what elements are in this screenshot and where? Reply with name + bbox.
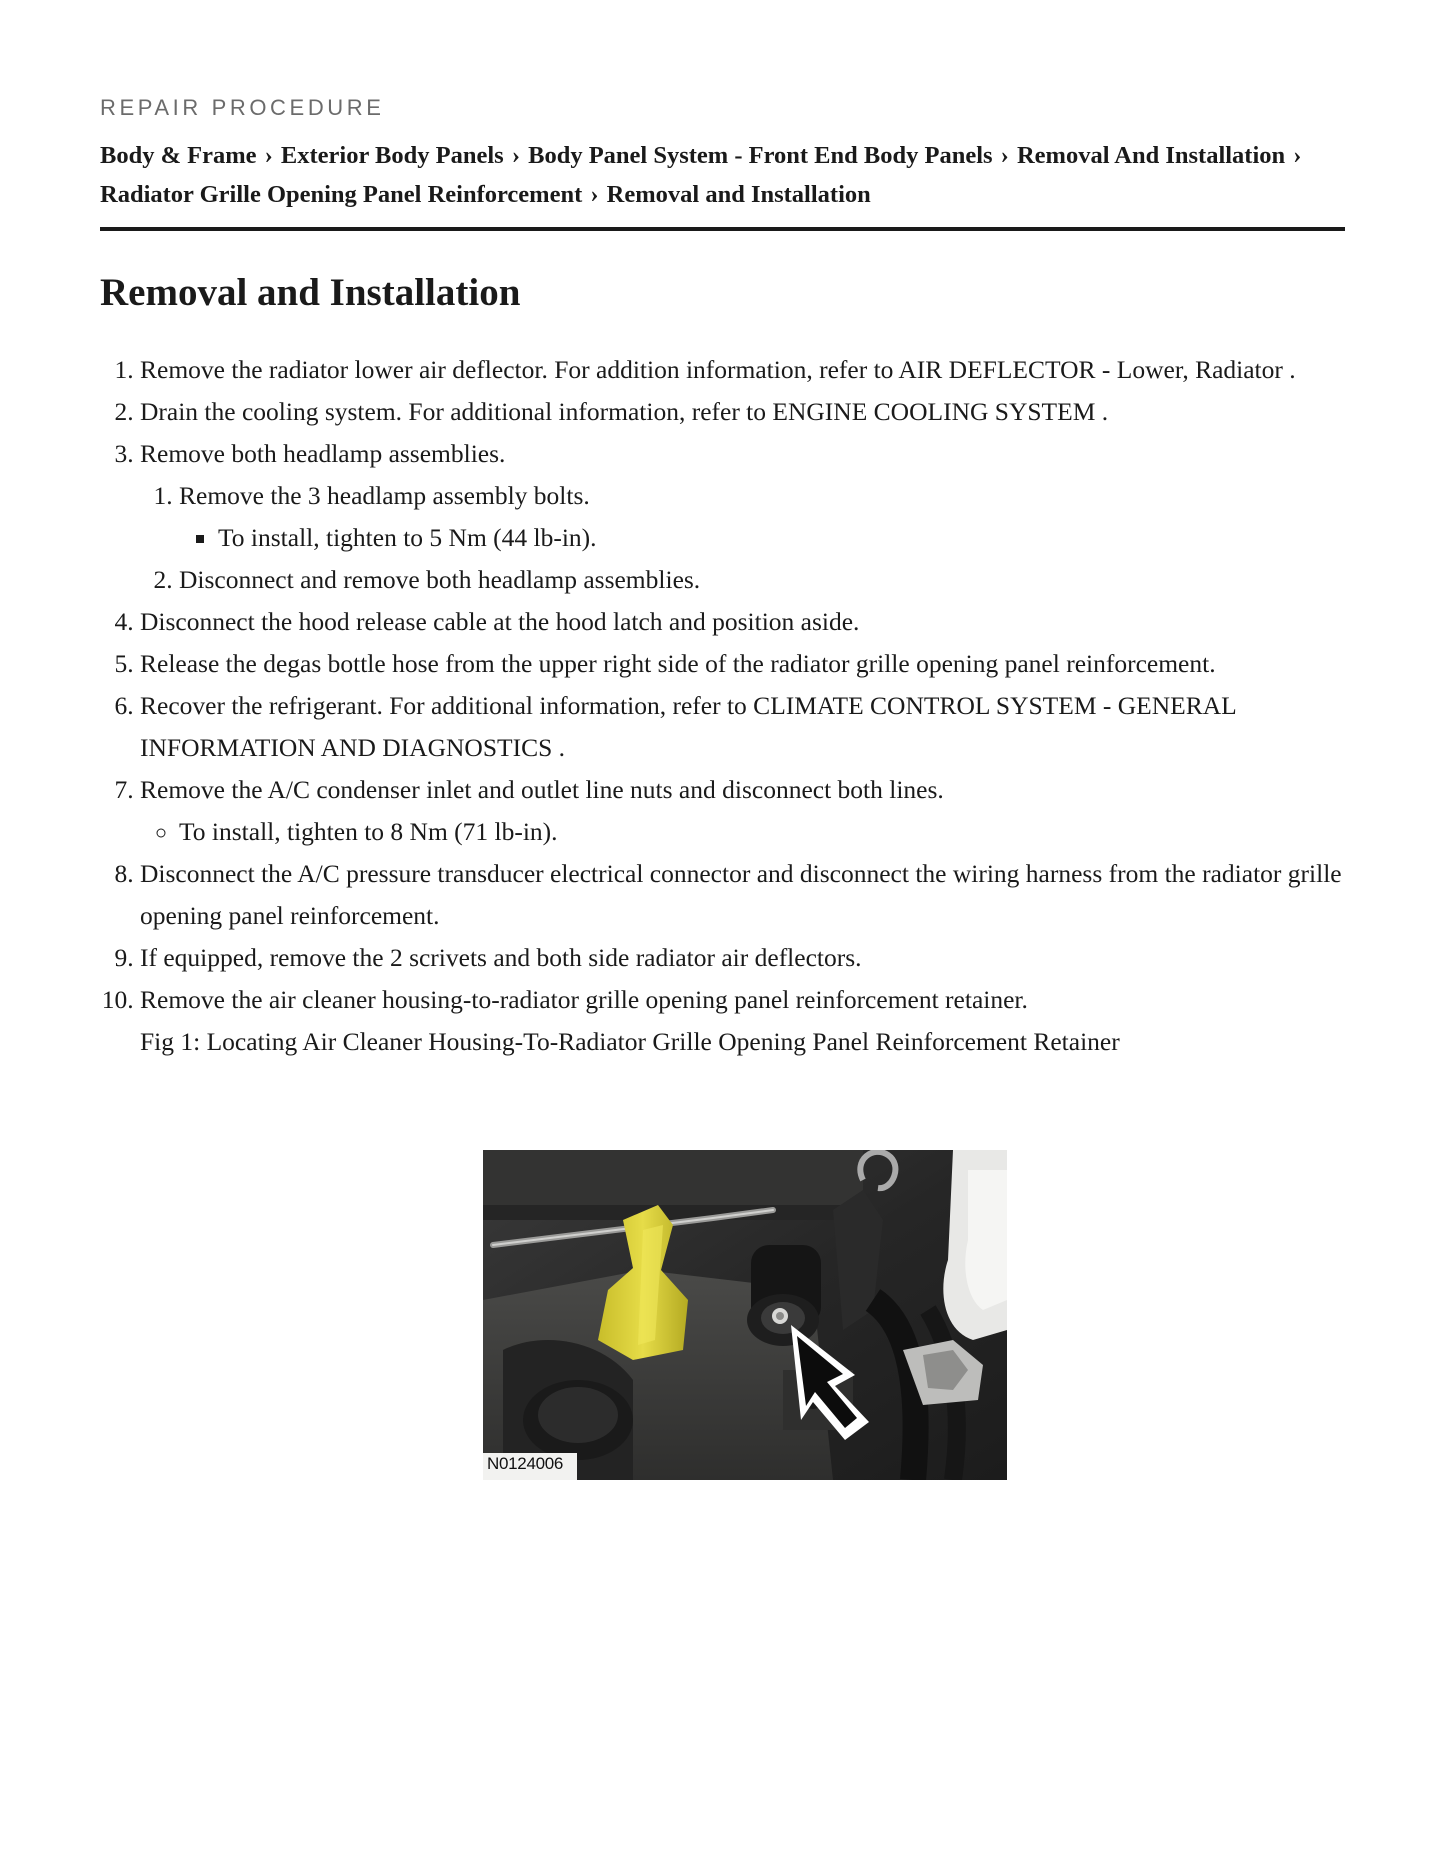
step-4 (140, 601, 1385, 643)
header-divider (100, 227, 1345, 231)
install-note: ▪ To install, tighten to 5 Nm (44 lb-in). (218, 517, 1385, 559)
step-text: Release the degas bottle hose from the upper right side of the radiator grille opening panel reinforcement. (140, 649, 1216, 678)
step-text: Remove the A/C condenser inlet and outlet line nuts and disconnect both lines. (140, 775, 944, 804)
step-text: Disconnect the hood release cable at the hood latch and position aside. (140, 607, 860, 636)
step-9 (140, 937, 1385, 979)
install-note: ◦ To install, tighten to 8 Nm (71 lb-in). (179, 811, 1385, 853)
step-3 (140, 433, 1385, 601)
step-text: Disconnect the A/C pressure transducer electrical connector and disconnect the wiring harness from the radiator grille opening panel reinforcement. (140, 859, 1342, 930)
breadcrumb (100, 136, 1345, 214)
figure-caption: Fig 1: Locating Air Cleaner Housing-To-Radiator Grille Opening Panel Reinforcement Retainer (140, 1027, 1120, 1056)
step-text: Remove both headlamp assemblies. (140, 439, 506, 468)
step-6 (140, 685, 1385, 769)
breadcrumb-separator: › (590, 181, 599, 208)
substep-3-1 (179, 475, 1385, 559)
breadcrumb-separator: › (1293, 142, 1302, 169)
step-text: Recover the refrigerant. For additional information, refer to CLIMATE CONTROL SYSTEM - GENERAL INFORMATION AND DIAGNOSTICS . (140, 691, 1236, 762)
step-text: Remove the radiator lower air deflector. For addition information, refer to AIR DEFLECTOR - Lower, Radiator . (140, 355, 1296, 384)
substep-3-2 (179, 559, 1385, 601)
install-note-list (140, 811, 1385, 853)
breadcrumb-item[interactable]: Body & Frame (100, 142, 257, 169)
step-2 (140, 391, 1385, 433)
breadcrumb-separator: › (1000, 142, 1009, 169)
step-text: Remove the 3 headlamp assembly bolts. (179, 481, 590, 510)
breadcrumb-item[interactable]: Removal And Installation (1016, 142, 1286, 169)
step-10 (140, 979, 1385, 1063)
step-5 (140, 643, 1385, 685)
page-title: Removal and Installation (100, 271, 521, 314)
procedure-steps (100, 349, 1385, 1063)
step-text: Drain the cooling system. For additional information, refer to ENGINE COOLING SYSTEM . (140, 397, 1109, 426)
step-1 (140, 349, 1385, 391)
step-7 (140, 769, 1385, 853)
figure-code-label: N0124006 (487, 1454, 564, 1473)
breadcrumb-separator: › (511, 142, 520, 169)
breadcrumb-item[interactable]: Radiator Grille Opening Panel Reinforcement (100, 181, 583, 208)
step-8 (140, 853, 1385, 937)
document-kicker: REPAIR PROCEDURE (100, 95, 385, 120)
substeps (140, 475, 1385, 601)
install-note-list (179, 517, 1385, 559)
figure-1-photo (483, 1150, 1007, 1480)
breadcrumb-item-current: Removal and Installation (606, 181, 871, 208)
breadcrumb-item[interactable]: Exterior Body Panels (280, 142, 504, 169)
step-text: Remove the air cleaner housing-to-radiator grille opening panel reinforcement retainer. (140, 985, 1028, 1014)
breadcrumb-separator: › (264, 142, 273, 169)
step-text: Disconnect and remove both headlamp assemblies. (179, 565, 701, 594)
engine-bay-illustration (483, 1150, 1007, 1480)
breadcrumb-item[interactable]: Body Panel System - Front End Body Panels (528, 142, 993, 169)
step-text: If equipped, remove the 2 scrivets and both side radiator air deflectors. (140, 943, 862, 972)
